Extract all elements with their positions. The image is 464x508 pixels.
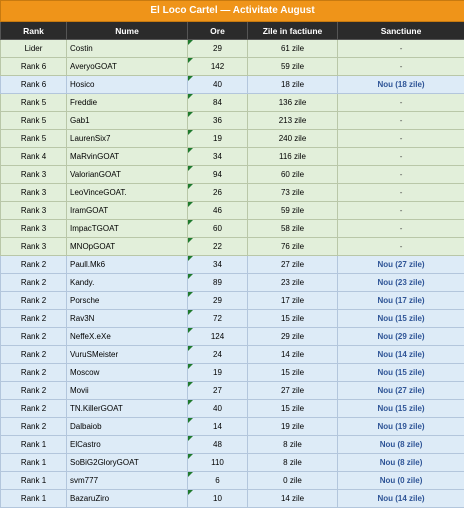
table-row xyxy=(1,400,464,418)
cell-rank[interactable]: Rank 2 xyxy=(1,310,67,328)
cell-name[interactable]: BazaruZiro xyxy=(67,490,188,508)
cell-rank[interactable]: Rank 3 xyxy=(1,220,67,238)
cell-zile[interactable]: 76 zile xyxy=(248,238,338,256)
sheet-title[interactable]: El Loco Cartel — Activitate August xyxy=(1,1,464,22)
cell-ore[interactable]: 89 xyxy=(188,274,248,292)
cell-zile[interactable]: 15 zile xyxy=(248,364,338,382)
cell-sanctiune[interactable]: - xyxy=(338,238,464,256)
cell-zile[interactable]: 18 zile xyxy=(248,76,338,94)
cell-ore[interactable]: 94 xyxy=(188,166,248,184)
cell-zile[interactable]: 213 zile xyxy=(248,112,338,130)
column-header-zile[interactable]: Zile in factiune xyxy=(248,22,338,40)
cell-rank[interactable]: Rank 2 xyxy=(1,418,67,436)
table-row xyxy=(1,364,464,382)
table-row xyxy=(1,166,464,184)
cell-rank[interactable]: Rank 2 xyxy=(1,400,67,418)
cell-ore[interactable]: 84 xyxy=(188,94,248,112)
cell-ore[interactable]: 27 xyxy=(188,382,248,400)
cell-zile[interactable]: 19 zile xyxy=(248,418,338,436)
cell-ore[interactable]: 40 xyxy=(188,400,248,418)
cell-ore[interactable]: 29 xyxy=(188,292,248,310)
cell-zile[interactable]: 8 zile xyxy=(248,454,338,472)
cell-zile[interactable]: 116 zile xyxy=(248,148,338,166)
cell-sanctiune[interactable]: Nou (17 zile) xyxy=(338,292,464,310)
table-row xyxy=(1,454,464,472)
cell-zile[interactable]: 15 zile xyxy=(248,400,338,418)
cell-zile[interactable]: 23 zile xyxy=(248,274,338,292)
cell-sanctiune[interactable]: Nou (14 zile) xyxy=(338,346,464,364)
cell-rank[interactable]: Rank 2 xyxy=(1,382,67,400)
table-body xyxy=(1,40,464,508)
cell-rank[interactable]: Rank 5 xyxy=(1,94,67,112)
cell-zile[interactable]: 60 zile xyxy=(248,166,338,184)
cell-ore[interactable]: 48 xyxy=(188,436,248,454)
cell-sanctiune[interactable]: Nou (19 zile) xyxy=(338,418,464,436)
cell-rank[interactable]: Rank 1 xyxy=(1,472,67,490)
table-row xyxy=(1,292,464,310)
table-row xyxy=(1,346,464,364)
cell-name[interactable]: Rav3N xyxy=(67,310,188,328)
cell-rank[interactable]: Rank 3 xyxy=(1,202,67,220)
cell-ore[interactable]: 60 xyxy=(188,220,248,238)
cell-name[interactable]: Costin xyxy=(67,40,188,58)
cell-rank[interactable]: Rank 3 xyxy=(1,238,67,256)
cell-sanctiune[interactable]: - xyxy=(338,40,464,58)
cell-sanctiune[interactable]: Nou (23 zile) xyxy=(338,274,464,292)
cell-ore[interactable]: 26 xyxy=(188,184,248,202)
cell-sanctiune[interactable]: - xyxy=(338,148,464,166)
table-row xyxy=(1,238,464,256)
table-row xyxy=(1,58,464,76)
cell-zile[interactable]: 0 zile xyxy=(248,472,338,490)
cell-name[interactable]: svm777 xyxy=(67,472,188,490)
column-header-rank[interactable]: Rank xyxy=(1,22,67,40)
cell-ore[interactable]: 72 xyxy=(188,310,248,328)
cell-rank[interactable]: Rank 2 xyxy=(1,364,67,382)
cell-rank[interactable]: Rank 4 xyxy=(1,148,67,166)
cell-ore[interactable]: 22 xyxy=(188,238,248,256)
cell-rank[interactable]: Rank 2 xyxy=(1,328,67,346)
cell-rank[interactable]: Rank 6 xyxy=(1,76,67,94)
cell-name[interactable]: Paull.Mk6 xyxy=(67,256,188,274)
cell-zile[interactable]: 14 zile xyxy=(248,346,338,364)
cell-name[interactable]: Kandy. xyxy=(67,274,188,292)
cell-rank[interactable]: Rank 1 xyxy=(1,436,67,454)
cell-ore[interactable]: 34 xyxy=(188,148,248,166)
cell-name[interactable]: ValorianGOAT xyxy=(67,166,188,184)
cell-name[interactable]: TN.KillerGOAT xyxy=(67,400,188,418)
cell-name[interactable]: NeffeX.eXe xyxy=(67,328,188,346)
cell-rank[interactable]: Rank 5 xyxy=(1,112,67,130)
cell-sanctiune[interactable]: Nou (18 zile) xyxy=(338,76,464,94)
table-row xyxy=(1,184,464,202)
cell-name[interactable]: SoBiG2GloryGOAT xyxy=(67,454,188,472)
table-row xyxy=(1,328,464,346)
cell-name[interactable]: Moscow xyxy=(67,364,188,382)
table-row xyxy=(1,220,464,238)
cell-ore[interactable]: 36 xyxy=(188,112,248,130)
cell-name[interactable]: MaRvinGOAT xyxy=(67,148,188,166)
cell-rank[interactable]: Rank 2 xyxy=(1,346,67,364)
cell-name[interactable]: Freddie xyxy=(67,94,188,112)
cell-rank[interactable]: Rank 3 xyxy=(1,184,67,202)
cell-rank[interactable]: Rank 1 xyxy=(1,454,67,472)
cell-sanctiune[interactable]: Nou (8 zile) xyxy=(338,436,464,454)
header-row xyxy=(1,22,464,40)
cell-sanctiune[interactable]: Nou (15 zile) xyxy=(338,400,464,418)
table-row xyxy=(1,436,464,454)
cell-zile[interactable]: 61 zile xyxy=(248,40,338,58)
cell-sanctiune[interactable]: - xyxy=(338,202,464,220)
cell-sanctiune[interactable]: - xyxy=(338,166,464,184)
cell-zile[interactable]: 73 zile xyxy=(248,184,338,202)
cell-sanctiune[interactable]: - xyxy=(338,112,464,130)
table-row xyxy=(1,418,464,436)
cell-sanctiune[interactable]: Nou (15 zile) xyxy=(338,364,464,382)
cell-sanctiune[interactable]: - xyxy=(338,58,464,76)
cell-zile[interactable]: 136 zile xyxy=(248,94,338,112)
title-row xyxy=(1,1,464,22)
table-row xyxy=(1,112,464,130)
table-row xyxy=(1,382,464,400)
cell-sanctiune[interactable]: - xyxy=(338,130,464,148)
cell-name[interactable]: ImpacTGOAT xyxy=(67,220,188,238)
cell-rank[interactable]: Rank 2 xyxy=(1,274,67,292)
cell-sanctiune[interactable]: Nou (14 zile) xyxy=(338,490,464,508)
cell-name[interactable]: Porsche xyxy=(67,292,188,310)
column-header-nume[interactable]: Nume xyxy=(67,22,188,40)
cell-ore[interactable]: 34 xyxy=(188,256,248,274)
cell-ore[interactable]: 124 xyxy=(188,328,248,346)
table-row xyxy=(1,202,464,220)
cell-ore[interactable]: 14 xyxy=(188,418,248,436)
cell-name[interactable]: MNOpGOAT xyxy=(67,238,188,256)
cell-rank[interactable]: Rank 2 xyxy=(1,256,67,274)
table-row xyxy=(1,94,464,112)
cell-ore[interactable]: 46 xyxy=(188,202,248,220)
table-row xyxy=(1,40,464,58)
table-row xyxy=(1,256,464,274)
cell-ore[interactable]: 40 xyxy=(188,76,248,94)
cell-sanctiune[interactable]: - xyxy=(338,184,464,202)
cell-sanctiune[interactable]: Nou (27 zile) xyxy=(338,256,464,274)
cell-zile[interactable]: 17 zile xyxy=(248,292,338,310)
cell-ore[interactable]: 19 xyxy=(188,130,248,148)
cell-name[interactable]: Dalbaiob xyxy=(67,418,188,436)
cell-zile[interactable]: 27 zile xyxy=(248,256,338,274)
cell-zile[interactable]: 58 zile xyxy=(248,220,338,238)
cell-rank[interactable]: Lider xyxy=(1,40,67,58)
column-header-ore[interactable]: Ore xyxy=(188,22,248,40)
cell-sanctiune[interactable]: Nou (8 zile) xyxy=(338,454,464,472)
cell-sanctiune[interactable]: - xyxy=(338,94,464,112)
cell-name[interactable]: Hosico xyxy=(67,76,188,94)
cell-ore[interactable]: 142 xyxy=(188,58,248,76)
cell-name[interactable]: Movii xyxy=(67,382,188,400)
cell-ore[interactable]: 19 xyxy=(188,364,248,382)
cell-rank[interactable]: Rank 5 xyxy=(1,130,67,148)
cell-zile[interactable]: 59 zile xyxy=(248,202,338,220)
cell-sanctiune[interactable]: Nou (0 zile) xyxy=(338,472,464,490)
table-row xyxy=(1,490,464,508)
cell-rank[interactable]: Rank 1 xyxy=(1,490,67,508)
cell-name[interactable]: ElCastro xyxy=(67,436,188,454)
cell-sanctiune[interactable]: Nou (29 zile) xyxy=(338,328,464,346)
cell-sanctiune[interactable]: Nou (27 zile) xyxy=(338,382,464,400)
cell-zile[interactable]: 15 zile xyxy=(248,310,338,328)
cell-zile[interactable]: 8 zile xyxy=(248,436,338,454)
cell-ore[interactable]: 110 xyxy=(188,454,248,472)
cell-name[interactable]: VuruSMeister xyxy=(67,346,188,364)
cell-zile[interactable]: 59 zile xyxy=(248,58,338,76)
cell-sanctiune[interactable]: - xyxy=(338,220,464,238)
cell-rank[interactable]: Rank 3 xyxy=(1,166,67,184)
cell-zile[interactable]: 27 zile xyxy=(248,382,338,400)
table-row xyxy=(1,472,464,490)
table-row xyxy=(1,274,464,292)
table-row xyxy=(1,148,464,166)
cell-ore[interactable]: 10 xyxy=(188,490,248,508)
cell-ore[interactable]: 6 xyxy=(188,472,248,490)
cell-name[interactable]: AveryoGOAT xyxy=(67,58,188,76)
cell-rank[interactable]: Rank 6 xyxy=(1,58,67,76)
cell-rank[interactable]: Rank 2 xyxy=(1,292,67,310)
cell-ore[interactable]: 29 xyxy=(188,40,248,58)
cell-name[interactable]: LeoVinceGOAT. xyxy=(67,184,188,202)
cell-zile[interactable]: 14 zile xyxy=(248,490,338,508)
cell-sanctiune[interactable]: Nou (15 zile) xyxy=(338,310,464,328)
table-row xyxy=(1,310,464,328)
table-row xyxy=(1,130,464,148)
cell-name[interactable]: LaurenSix7 xyxy=(67,130,188,148)
column-header-sanctiune[interactable]: Sanctiune xyxy=(338,22,464,40)
cell-zile[interactable]: 240 zile xyxy=(248,130,338,148)
cell-zile[interactable]: 29 zile xyxy=(248,328,338,346)
cell-name[interactable]: Gab1 xyxy=(67,112,188,130)
table-row xyxy=(1,76,464,94)
cell-name[interactable]: IramGOAT xyxy=(67,202,188,220)
cell-ore[interactable]: 24 xyxy=(188,346,248,364)
